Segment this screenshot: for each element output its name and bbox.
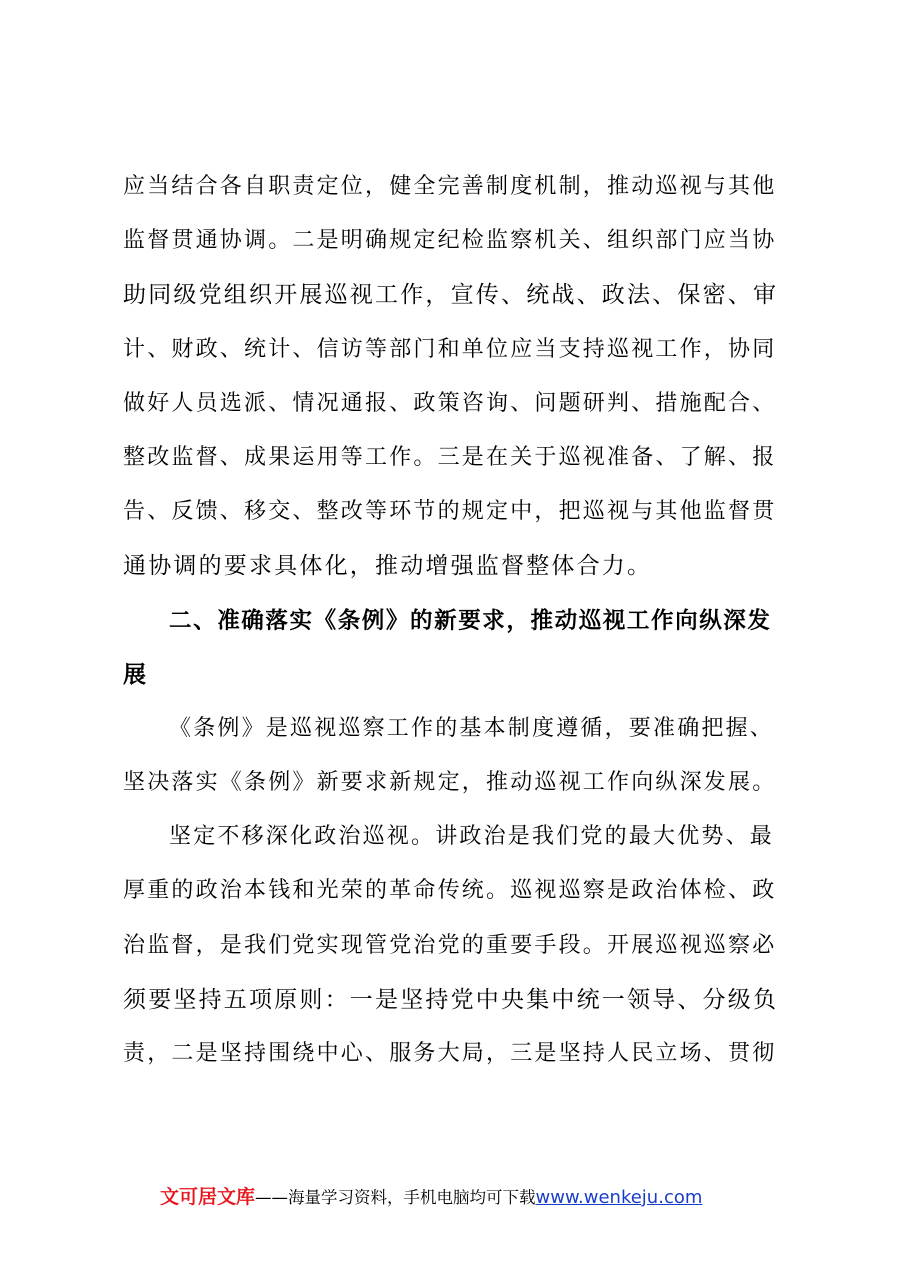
body-line: 助同级党组织开展巡视工作，宣传、统战、政法、保密、审 [123, 282, 779, 309]
body-line: 责，二是坚持围绕中心、服务大局，三是坚持人民立场、贯彻 [123, 1041, 777, 1066]
body-line: 监督贯通协调。二是明确规定纪检监察机关、组织部门应当协 [123, 228, 777, 254]
body-line: 整改监督、成果运用等工作。三是在关于巡视准备、了解、报 [123, 444, 777, 470]
body-line: 做好人员选派、情况通报、政策咨询、问题研判、措施配合、 [123, 390, 777, 416]
body-line: 应当结合各自职责定位，健全完善制度机制，推动巡视与其他 [123, 174, 777, 199]
section-heading-continued: 展 [123, 661, 148, 688]
body-line: 计、财政、统计、信访等部门和单位应当支持巡视工作，协同 [123, 336, 777, 362]
section-heading: 二、准确落实《条例》的新要求，推动巡视工作向纵深发 [169, 607, 772, 634]
body-line: 告、反馈、移交、整改等环节的规定中，把巡视与其他监督贯 [123, 499, 777, 525]
body-line: 《条例》是巡视巡察工作的基本制度遵循，要准确把握、 [169, 715, 775, 741]
body-line: 通协调的要求具体化，推动增强监督整体合力。 [123, 553, 653, 580]
body-line: 治监督，是我们党实现管党治党的重要手段。开展巡视巡察必 [123, 932, 777, 958]
body-line: 厚重的政治本钱和光荣的革命传统。巡视巡察是政治体检、政 [123, 878, 777, 904]
body-line: 坚定不移深化政治巡视。讲政治是我们党的最大优势、最 [169, 824, 775, 850]
body-line: 须要坚持五项原则：一是坚持党中央集中统一领导、分级负 [123, 986, 779, 1013]
document-body [123, 160, 783, 1081]
page-footer [160, 1182, 800, 1212]
footer-tagline: ——海量学习资料，手机电脑均可下载 [255, 1188, 536, 1207]
footer-brand: 文可居文库 [160, 1186, 256, 1208]
body-line: 坚决落实《条例》新要求新规定，推动巡视工作向纵深发展。 [123, 770, 777, 796]
footer-link[interactable]: www.wenkeju.com [535, 1187, 703, 1208]
